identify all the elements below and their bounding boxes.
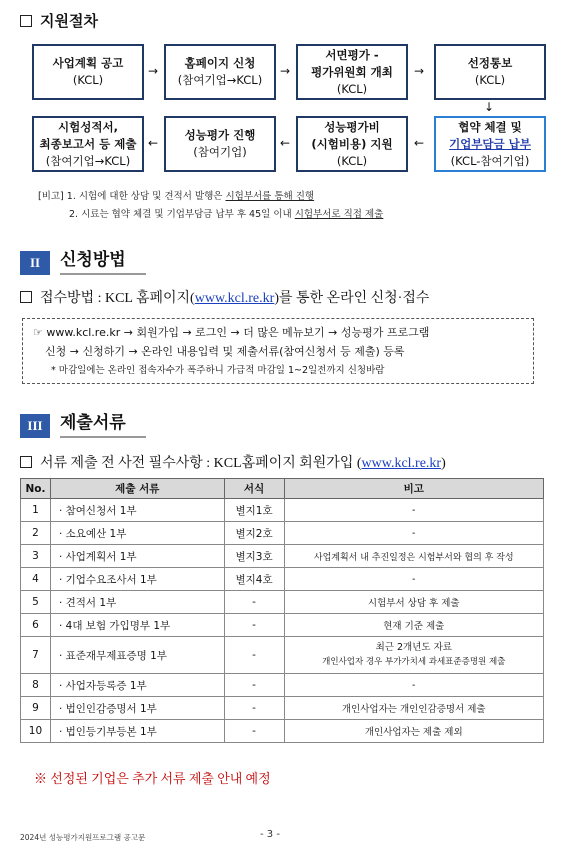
application-method: 접수방법 : KCL 홈페이지(www.kcl.re.kr)를 통한 온라인 신청·접수: [20, 287, 429, 307]
kcl-homepage-link[interactable]: www.kcl.re.kr: [194, 291, 275, 306]
documents-prerequisite: 서류 제출 전 사전 필수사항 : KCL홈페이지 회원가입 (www.kcl.re.kr): [20, 452, 446, 472]
section-heading-procedure: 지원절차: [20, 10, 98, 31]
selection-notice: ※ 선정된 기업은 추가 서류 제출 안내 예정: [34, 771, 271, 786]
table-row: 8 · 사업자등록증 1부 - -: [21, 674, 544, 697]
application-steps-box: ☞ www.kcl.re.kr → 회원가입 → 로그인 → 더 많은 메뉴보기 → 성능평가 프로그램 신청 → 신청하기 → 온라인 내용입력 및 제출서류(참여신청서 등 제출) 등록 * 마감일에는 온라인 접속자수가 폭주하니 가급적 마감일 1~2일전까지 신청바람: [22, 318, 534, 384]
footer-doc-title: 2024년 성능평가지원프로그램 공고문: [20, 833, 146, 842]
checkbox-square-icon: [20, 456, 32, 468]
note-line-1: [비고] 1. 시험에 대한 상담 및 견적서 발행은 시험부서를 통해 진행: [38, 191, 315, 202]
flow-step-notification: 선정통보 (KCL): [434, 44, 546, 100]
table-row: 9 · 법인인감증명서 1부 - 개인사업자는 개인인감증명서 제출: [21, 697, 544, 720]
flow-step-cost-support: 성능평가비 (시험비용) 지원 (KCL): [296, 116, 408, 172]
table-row: 10 · 법인등기부등본 1부 - 개인사업자는 제출 제외: [21, 720, 544, 743]
flow-step-announcement: 사업계획 공고 (KCL): [32, 44, 144, 100]
flow-step-evaluation: 서면평가 - 평가위원회 개최 (KCL): [296, 44, 408, 100]
roman-numeral-badge: II: [20, 251, 50, 275]
flow-step-performance-test: 성능평가 진행 (참여기업): [164, 116, 276, 172]
left-arrow-icon: ←: [414, 136, 425, 150]
table-row: 2 · 소요예산 1부 별지2호 -: [21, 522, 544, 545]
section-heading-application: II 신청방법: [20, 248, 146, 275]
right-arrow-icon: →: [280, 64, 291, 78]
table-cell-memo-multiline: 최근 2개년도 자료 개인사업자 경우 부가가치세 과세표준증명원 제출: [284, 637, 543, 674]
checkbox-square-icon: [20, 291, 32, 303]
table-header-row: No. 제출 서류 서식 비고: [21, 479, 544, 499]
right-arrow-icon: →: [414, 64, 425, 78]
roman-numeral-badge: III: [20, 414, 50, 438]
documents-table: [20, 478, 544, 743]
flow-step-report-submit: 시험성적서, 최종보고서 등 제출 (참여기업→KCL): [32, 116, 144, 172]
note-line-2: 2. 시료는 협약 체결 및 기업부담금 납부 후 45일 이내 시험부서로 직접 제출: [69, 209, 384, 220]
table-row: 6 · 4대 보험 가입명부 1부 - 현재 기준 제출: [21, 614, 544, 637]
table-row: 4 · 기업수요조사서 1부 별지4호 -: [21, 568, 544, 591]
down-arrow-icon: ↓: [484, 100, 495, 114]
table-row: 3 · 사업계획서 1부 별지3호 사업계획서 내 추진일정은 시험부서와 협의 후 작성: [21, 545, 544, 568]
checkbox-square-icon: [20, 15, 32, 27]
left-arrow-icon: ←: [148, 136, 159, 150]
kcl-homepage-link[interactable]: www.kcl.re.kr: [361, 456, 442, 471]
flow-step-agreement-payment: 협약 체결 및 기업부담금 납부 (KCL-참여기업): [434, 116, 546, 172]
procedure-notes: [38, 188, 383, 224]
flow-step-homepage-apply: 홈페이지 신청 (참여기업→KCL): [164, 44, 276, 100]
table-row: 5 · 견적서 1부 - 시험부서 상담 후 제출: [21, 591, 544, 614]
right-arrow-icon: →: [148, 64, 159, 78]
table-row: 1 · 참여신청서 1부 별지1호 -: [21, 499, 544, 522]
section-heading-documents: III 제출서류: [20, 411, 146, 438]
left-arrow-icon: ←: [280, 136, 291, 150]
page-number: - 3 -: [260, 829, 280, 840]
table-row: 7 · 표준재무제표증명 1부 - 최근 2개년도 자료 개인사업자 경우 부가가치세 과세표준증명원 제출: [21, 637, 544, 674]
